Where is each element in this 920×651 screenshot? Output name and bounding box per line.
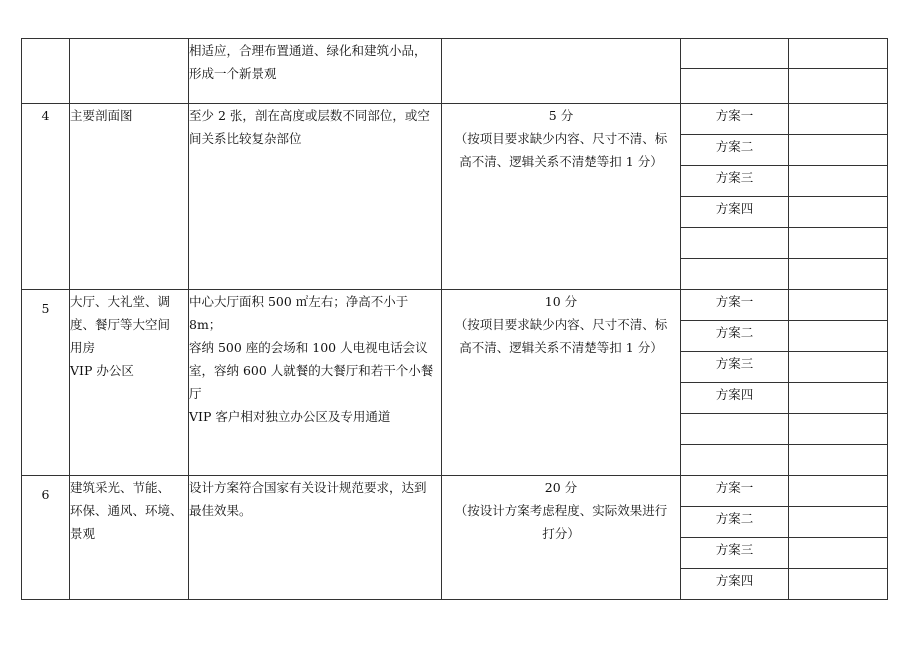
plan-score-cell[interactable] [789,39,888,69]
plan-score-cell[interactable] [789,166,888,197]
scoring-table [21,38,888,600]
plan-score-cell[interactable] [789,135,888,166]
plan-label: 方案三 [681,538,789,569]
plan-score-cell[interactable] [789,290,888,321]
plan-label [681,39,789,69]
plan-label: 方案三 [681,166,789,197]
table-row [22,39,888,69]
plan-score-cell[interactable] [789,352,888,383]
plan-label: 方案三 [681,352,789,383]
table-row [22,104,888,135]
plan-score-cell[interactable] [789,197,888,228]
plan-label: 方案四 [681,569,789,600]
plan-score-cell[interactable] [789,445,888,476]
plan-score-cell[interactable] [789,69,888,104]
plan-label [681,445,789,476]
requirement-text: 设计方案符合国家有关设计规范要求，达到 最佳效果。 [189,476,442,600]
row-number: 4 [22,104,70,290]
plan-label: 方案二 [681,321,789,352]
plan-score-cell[interactable] [789,104,888,135]
row-number: 5 [22,290,70,476]
plan-label: 方案四 [681,383,789,414]
plan-label: 方案二 [681,135,789,166]
plan-label: 方案一 [681,104,789,135]
plan-score-cell[interactable] [789,507,888,538]
score-text [442,39,681,104]
table-row [22,290,888,321]
requirement-text: 相适应，合理布置通道、绿化和建筑小品， 形成一个新景观 [189,39,442,104]
plan-label [681,414,789,445]
item-name [70,39,189,104]
plan-score-cell[interactable] [789,569,888,600]
requirement-text: 至少 2 张，剖在高度或层数不同部位，或空 间关系比较复杂部位 [189,104,442,290]
table-row [22,476,888,507]
plan-label: 方案一 [681,290,789,321]
plan-score-cell[interactable] [789,259,888,290]
row-number: 6 [22,476,70,600]
row-number [22,39,70,104]
score-text: 10 分 （按项目要求缺少内容、尺寸不清、标 高不清、逻辑关系不清楚等扣 1 分） [442,290,681,476]
plan-score-cell[interactable] [789,383,888,414]
plan-label [681,69,789,104]
plan-label [681,259,789,290]
score-text: 20 分 （按设计方案考虑程度、实际效果进行 打分） [442,476,681,600]
plan-score-cell[interactable] [789,228,888,259]
score-text: 5 分 （按项目要求缺少内容、尺寸不清、标 高不清、逻辑关系不清楚等扣 1 分） [442,104,681,290]
requirement-text: 中心大厅面积 500 ㎡左右；净高不小于 8m； 容纳 500 座的会场和 100 人电视电话会议 室，容纳 600 人就餐的大餐厅和若干个小餐 厅 VIP 客户相对独立办公区及专用通道 [189,290,442,476]
item-name: 大厅、大礼堂、调 度、餐厅等大空间 用房 VIP 办公区 [70,290,189,476]
plan-score-cell[interactable] [789,414,888,445]
plan-label [681,228,789,259]
plan-label: 方案四 [681,197,789,228]
item-name: 建筑采光、节能、 环保、通风、环境、 景观 [70,476,189,600]
plan-label: 方案一 [681,476,789,507]
plan-score-cell[interactable] [789,538,888,569]
plan-score-cell[interactable] [789,476,888,507]
item-name: 主要剖面图 [70,104,189,290]
plan-score-cell[interactable] [789,321,888,352]
plan-label: 方案二 [681,507,789,538]
